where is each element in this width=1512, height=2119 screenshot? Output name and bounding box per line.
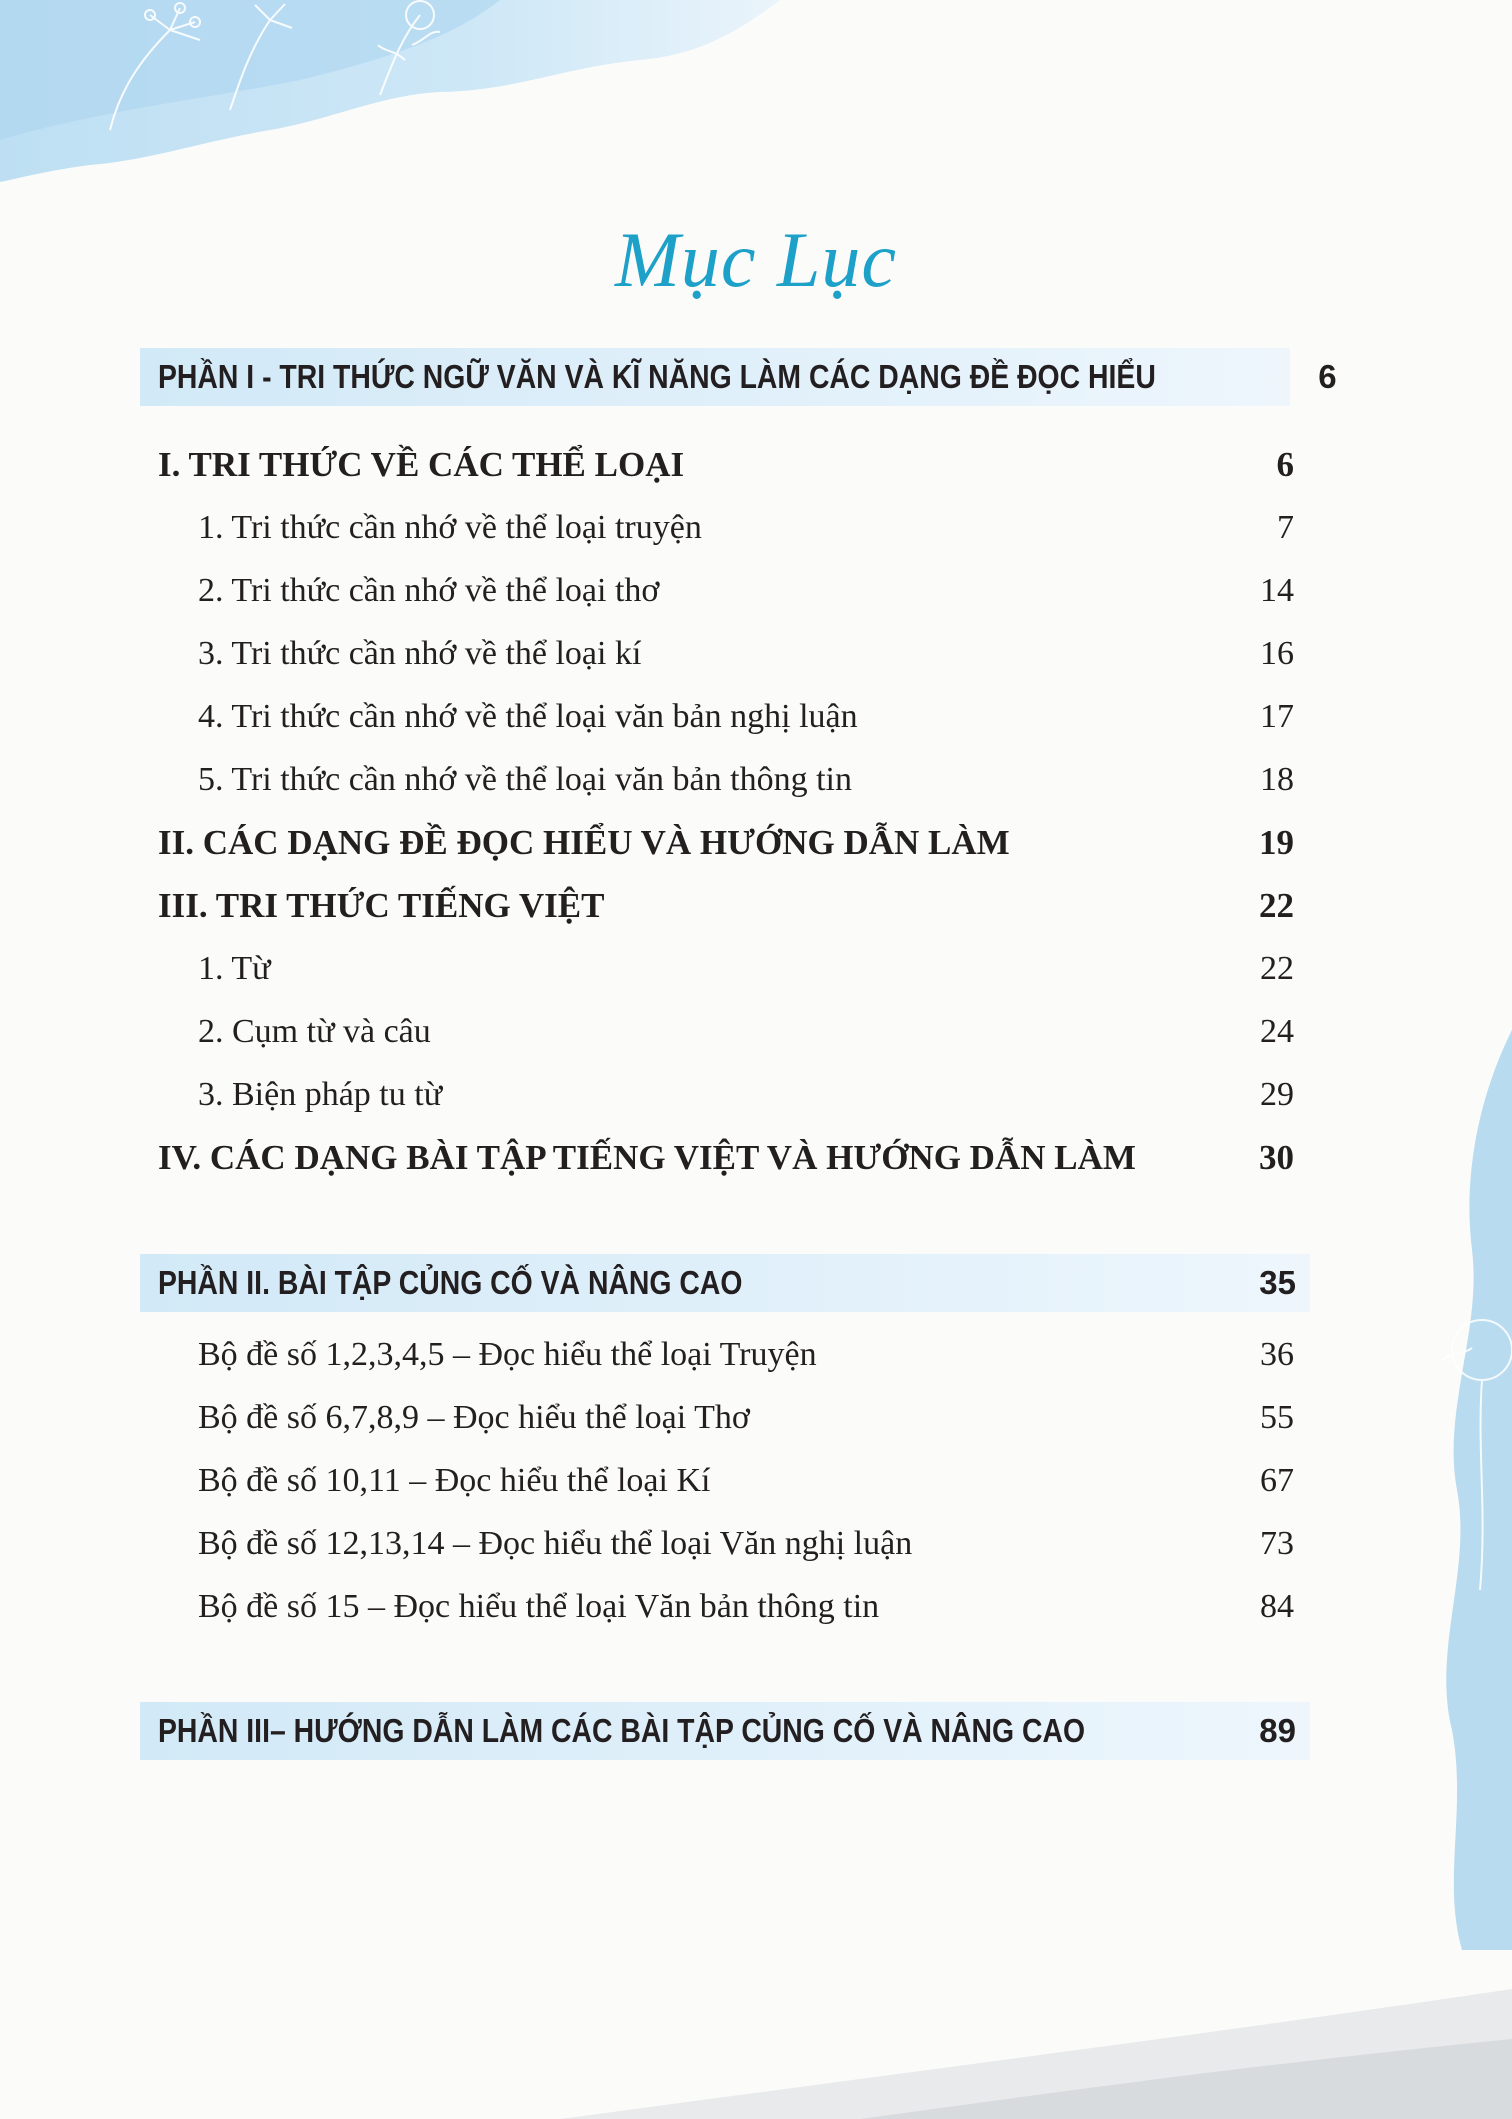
toc-page-number: 73: [1260, 1525, 1294, 1562]
part-heading: [140, 348, 1337, 406]
toc-subentry: [0, 624, 1512, 684]
toc-subentry: [0, 1065, 1512, 1125]
toc-subentry: [0, 687, 1512, 747]
part-heading-label: PHẦN II. BÀI TẬP CỦNG CỐ VÀ NÂNG CAO: [158, 1264, 743, 1301]
toc-label: III. TRI THỨC TIẾNG VIỆT: [158, 886, 605, 925]
toc-subentry: [0, 498, 1512, 558]
toc-page-number: 17: [1260, 698, 1294, 735]
watercolor-floral-decoration: [0, 0, 780, 190]
toc-page-number: 6: [1276, 445, 1294, 484]
part-heading-page: 6: [1318, 358, 1337, 395]
part-heading-page: 89: [1259, 1712, 1296, 1749]
toc-page-number: 22: [1260, 950, 1294, 987]
toc-label: 1. Tri thức cần nhớ về thể loại truyện: [198, 509, 702, 546]
toc-label: II. CÁC DẠNG ĐỀ ĐỌC HIỂU VÀ HƯỚNG DẪN LÀM: [158, 823, 1010, 862]
toc-page-number: 16: [1260, 635, 1294, 672]
part-heading-label: PHẦN III– HƯỚNG DẪN LÀM CÁC BÀI TẬP CỦNG CỐ VÀ NÂNG CAO: [158, 1712, 1086, 1749]
toc-page-number: 14: [1260, 572, 1294, 609]
toc-page-number: 24: [1260, 1013, 1294, 1050]
toc-label: 5. Tri thức cần nhớ về thể loại văn bản thông tin: [198, 761, 852, 798]
toc-subentry: [0, 1451, 1512, 1511]
toc-page-number: 84: [1260, 1588, 1294, 1625]
toc-page-number: 36: [1260, 1336, 1294, 1373]
toc-label: Bộ đề số 6,7,8,9 – Đọc hiểu thể loại Thơ: [198, 1399, 750, 1436]
toc-label: Bộ đề số 12,13,14 – Đọc hiểu thể loại Văn nghị luận: [198, 1525, 913, 1562]
page-title: Mục Lục: [614, 216, 898, 303]
toc-section: [0, 1128, 1512, 1188]
toc-label: 2. Cụm từ và câu: [198, 1013, 431, 1050]
toc-label: IV. CÁC DẠNG BÀI TẬP TIẾNG VIỆT VÀ HƯỚNG DẪN LÀM: [158, 1138, 1136, 1177]
toc-subentry: [0, 1325, 1512, 1385]
toc-label: 3. Biện pháp tu từ: [198, 1076, 443, 1113]
toc-section: [0, 435, 1512, 495]
toc-label: Bộ đề số 10,11 – Đọc hiểu thể loại Kí: [198, 1462, 711, 1499]
toc-subentry: [0, 1388, 1512, 1448]
watercolor-bottom-wash: [560, 1959, 1512, 2119]
toc-page-number: 29: [1260, 1076, 1294, 1113]
toc-page-number: 18: [1260, 761, 1294, 798]
part-heading-page: 35: [1259, 1264, 1296, 1301]
toc-subentry: [0, 1514, 1512, 1574]
toc-page-number: 30: [1259, 1138, 1294, 1177]
toc-section: [0, 813, 1512, 873]
toc-page-number: 7: [1277, 509, 1294, 546]
toc-label: Bộ đề số 15 – Đọc hiểu thể loại Văn bản thông tin: [198, 1588, 880, 1625]
toc-label: 3. Tri thức cần nhớ về thể loại kí: [198, 635, 642, 672]
toc-label: Bộ đề số 1,2,3,4,5 – Đọc hiểu thể loại Truyện: [198, 1336, 817, 1373]
part-heading: [140, 1702, 1310, 1760]
toc-subentry: [0, 939, 1512, 999]
toc-subentry: [0, 1002, 1512, 1062]
toc-label: 4. Tri thức cần nhớ về thể loại văn bản nghị luận: [198, 698, 858, 735]
toc-section: [0, 876, 1512, 936]
part-heading: [140, 1254, 1310, 1312]
toc-page-number: 55: [1260, 1399, 1294, 1436]
part-heading-label: PHẦN I - TRI THỨC NGỮ VĂN VÀ KĨ NĂNG LÀM CÁC DẠNG ĐỀ ĐỌC HIỂU: [158, 358, 1156, 395]
toc-label: 1. Từ: [198, 950, 271, 987]
toc-subentry: [0, 750, 1512, 810]
toc-page-number: 67: [1260, 1462, 1294, 1499]
toc-page-number: 22: [1259, 886, 1294, 925]
toc-label: I. TRI THỨC VỀ CÁC THỂ LOẠI: [158, 445, 685, 484]
toc-page-number: 19: [1259, 823, 1294, 862]
toc-subentry: [0, 1577, 1512, 1637]
toc-label: 2. Tri thức cần nhớ về thể loại thơ: [198, 572, 660, 609]
toc-subentry: [0, 561, 1512, 621]
